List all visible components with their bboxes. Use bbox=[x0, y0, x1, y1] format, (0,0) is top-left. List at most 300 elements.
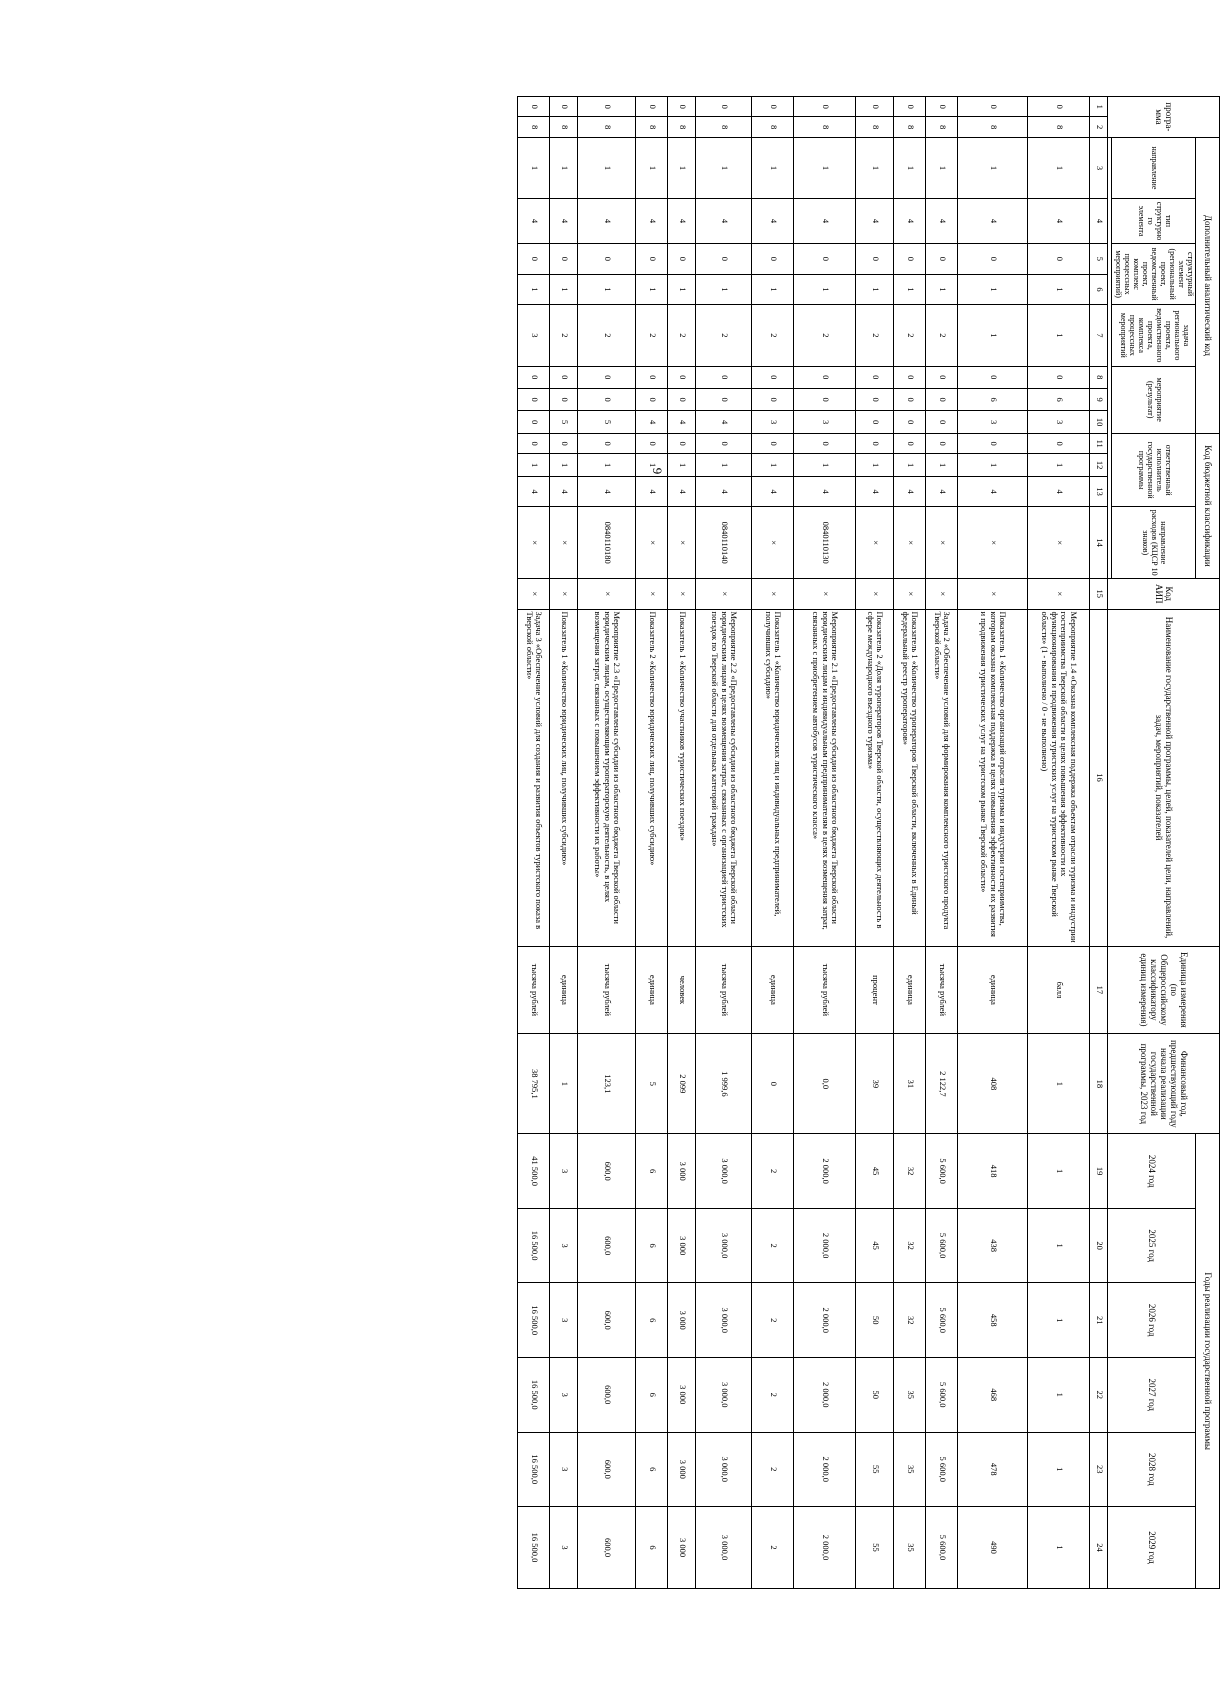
code-cell: 0 bbox=[696, 366, 752, 388]
year-value-cell: 3 000 bbox=[668, 1507, 696, 1589]
code-cell: × bbox=[550, 507, 578, 578]
table-body bbox=[518, 97, 1108, 1589]
code-cell: 3 bbox=[794, 411, 856, 434]
code-cell: 1 bbox=[578, 454, 636, 476]
table-row bbox=[550, 97, 578, 1589]
code-cell: 0 bbox=[696, 244, 752, 275]
year-value-cell: 3 bbox=[550, 1357, 578, 1432]
table-row bbox=[696, 97, 752, 1589]
code-cell: 0 bbox=[550, 388, 578, 410]
code-cell: 1 bbox=[1028, 454, 1090, 476]
column-numbers-row bbox=[1090, 97, 1108, 1589]
header-year-2025: 2025 год bbox=[1108, 1208, 1196, 1283]
header-aip-code: Код АИП bbox=[1108, 578, 1220, 609]
unit-cell: единица bbox=[636, 946, 668, 1034]
header-additional-code: Дополнительный аналитический код bbox=[1196, 137, 1220, 433]
year-value-cell: 35 bbox=[894, 1357, 926, 1432]
code-cell: 0 bbox=[668, 97, 696, 117]
column-number: 5 bbox=[1090, 244, 1108, 275]
year-value-cell: 2 bbox=[752, 1134, 794, 1209]
year-value-cell: 35 bbox=[894, 1432, 926, 1507]
year-value-cell: 1 bbox=[1028, 1134, 1090, 1209]
base-year-cell: 2 122,7 bbox=[926, 1034, 958, 1134]
code-cell: × bbox=[518, 578, 550, 609]
column-number: 9 bbox=[1090, 388, 1108, 410]
code-cell: 8 bbox=[894, 117, 926, 137]
table-row bbox=[856, 97, 894, 1589]
code-cell: 1 bbox=[926, 454, 958, 476]
row-name-cell: Мероприятие 2.3 «Предоставлены субсидии из областного бюджета Тверской области юридическим лицам, осуществляющим туроператорскую деятельность, в целях возмещения затрат, связанных с повышением эффективности их работы» bbox=[578, 609, 636, 946]
code-cell: 4 bbox=[518, 476, 550, 507]
year-value-cell: 2 bbox=[752, 1283, 794, 1358]
table-row bbox=[752, 97, 794, 1589]
code-cell: × bbox=[958, 507, 1028, 578]
code-cell: 0 bbox=[578, 433, 636, 453]
year-value-cell: 16 500,0 bbox=[518, 1283, 550, 1358]
year-value-cell: 1 bbox=[1028, 1432, 1090, 1507]
code-cell: 0 bbox=[794, 244, 856, 275]
unit-cell: единица bbox=[550, 946, 578, 1034]
code-cell: 1 bbox=[518, 137, 550, 198]
code-cell: 0 bbox=[518, 244, 550, 275]
row-name-cell: Мероприятие 2.2 «Предоставлены субсидии из областного бюджета Тверской области юридическим лицам в целях возмещения затрат, связанных с организацией туристских поездок по Тверской области для отдельных категорий граждан» bbox=[696, 609, 752, 946]
header-program: програ-мма bbox=[1153, 102, 1174, 132]
year-value-cell: 3 000,0 bbox=[696, 1507, 752, 1589]
code-cell: × bbox=[752, 578, 794, 609]
year-value-cell: 490 bbox=[958, 1507, 1028, 1589]
column-number: 1 bbox=[1090, 97, 1108, 117]
code-cell: 0 bbox=[1028, 244, 1090, 275]
year-value-cell: 2 000,0 bbox=[794, 1507, 856, 1589]
header-struct-element: структурный элемент (региональный проект, ведомственный проект, комплекс процессных мероприятий) bbox=[1112, 244, 1196, 305]
code-cell: 0 bbox=[926, 97, 958, 117]
header-executor: ответственный исполнитель государственной программы bbox=[1112, 433, 1196, 506]
code-cell: 5 bbox=[578, 411, 636, 434]
code-cell: 1 bbox=[926, 274, 958, 305]
code-cell: 2 bbox=[794, 305, 856, 366]
year-value-cell: 45 bbox=[856, 1134, 894, 1209]
code-cell: × bbox=[752, 507, 794, 578]
base-year-cell: 1 bbox=[1028, 1034, 1090, 1134]
code-cell: 0 bbox=[856, 244, 894, 275]
year-value-cell: 5 600,0 bbox=[926, 1134, 958, 1209]
year-value-cell: 41 500,0 bbox=[518, 1134, 550, 1209]
column-number: 2 bbox=[1090, 117, 1108, 137]
code-cell: 2 bbox=[550, 305, 578, 366]
code-cell: 0 bbox=[550, 433, 578, 453]
code-cell: 0 bbox=[856, 366, 894, 388]
year-value-cell: 5 600,0 bbox=[926, 1208, 958, 1283]
code-cell: 4 bbox=[926, 199, 958, 244]
rotated-table-page bbox=[170, 96, 1220, 1589]
code-cell: 2 bbox=[668, 305, 696, 366]
year-value-cell: 32 bbox=[894, 1134, 926, 1209]
year-value-cell: 55 bbox=[856, 1507, 894, 1589]
row-name-cell: Показатель 1 «Количество юридических лиц, получивших субсидию» bbox=[550, 609, 578, 946]
code-cell: 8 bbox=[578, 117, 636, 137]
code-cell: 4 bbox=[1028, 476, 1090, 507]
code-cell: 0 bbox=[550, 244, 578, 275]
year-value-cell: 468 bbox=[958, 1357, 1028, 1432]
header-years-group: Годы реализации государственной программы bbox=[1196, 1134, 1220, 1589]
code-cell: 4 bbox=[856, 476, 894, 507]
code-cell: 0 bbox=[518, 433, 550, 453]
column-number: 4 bbox=[1090, 199, 1108, 244]
code-cell: 1 bbox=[518, 454, 550, 476]
code-cell: 6 bbox=[1028, 388, 1090, 410]
year-value-cell: 3 000 bbox=[668, 1432, 696, 1507]
code-cell: × bbox=[856, 578, 894, 609]
column-number: 13 bbox=[1090, 476, 1108, 507]
row-name-cell: Показатель 1 «Количество юридических лиц и индивидуальных предпринимателей, получивших субсидию» bbox=[752, 609, 794, 946]
header-expense-direction: направление расходов (КЦСР 10 знаков) bbox=[1112, 507, 1196, 578]
code-cell: 3 bbox=[752, 411, 794, 434]
year-value-cell: 2 000,0 bbox=[794, 1134, 856, 1209]
year-value-cell: 600,0 bbox=[578, 1283, 636, 1358]
code-cell: 0 bbox=[856, 97, 894, 117]
code-cell: × bbox=[1028, 578, 1090, 609]
code-cell: 0 bbox=[856, 388, 894, 410]
year-value-cell: 3 000,0 bbox=[696, 1357, 752, 1432]
code-cell: × bbox=[926, 507, 958, 578]
year-value-cell: 3 000 bbox=[668, 1357, 696, 1432]
code-cell: 0 bbox=[926, 433, 958, 453]
column-number: 22 bbox=[1090, 1357, 1108, 1432]
column-number: 23 bbox=[1090, 1432, 1108, 1507]
code-cell: × bbox=[668, 578, 696, 609]
year-value-cell: 3 000 bbox=[668, 1283, 696, 1358]
table-row bbox=[668, 97, 696, 1589]
header-year-2024: 2024 год bbox=[1108, 1134, 1196, 1209]
code-cell: 1 bbox=[894, 454, 926, 476]
year-value-cell: 32 bbox=[894, 1283, 926, 1358]
year-value-cell: 438 bbox=[958, 1208, 1028, 1283]
header-struct-type: тип структурного элемента bbox=[1112, 199, 1196, 244]
column-number: 7 bbox=[1090, 305, 1108, 366]
code-cell: 1 bbox=[550, 274, 578, 305]
code-cell: 2 bbox=[636, 305, 668, 366]
column-number: 8 bbox=[1090, 366, 1108, 388]
base-year-cell: 1 bbox=[550, 1034, 578, 1134]
base-year-cell: 2 099 bbox=[668, 1034, 696, 1134]
table-row bbox=[926, 97, 958, 1589]
column-number: 16 bbox=[1090, 609, 1108, 946]
year-value-cell: 3 bbox=[550, 1208, 578, 1283]
year-value-cell: 16 500,0 bbox=[518, 1432, 550, 1507]
code-cell: 1 bbox=[1028, 137, 1090, 198]
code-cell: 8 bbox=[518, 117, 550, 137]
code-cell: 1 bbox=[696, 137, 752, 198]
year-value-cell: 600,0 bbox=[578, 1507, 636, 1589]
code-cell: 0 bbox=[518, 388, 550, 410]
table-row bbox=[958, 97, 1028, 1589]
year-value-cell: 1 bbox=[1028, 1357, 1090, 1432]
code-cell: 3 bbox=[958, 411, 1028, 434]
code-cell: 0 bbox=[958, 366, 1028, 388]
code-cell: 4 bbox=[668, 199, 696, 244]
base-year-cell: 0 bbox=[752, 1034, 794, 1134]
column-number: 21 bbox=[1090, 1283, 1108, 1358]
year-value-cell: 32 bbox=[894, 1208, 926, 1283]
year-value-cell: 6 bbox=[636, 1507, 668, 1589]
year-value-cell: 6 bbox=[636, 1134, 668, 1209]
header-unit: Единица измерения (по Общероссийскому классификатору единиц измерения) bbox=[1108, 946, 1220, 1034]
code-cell: 1 bbox=[636, 274, 668, 305]
code-cell: 0 bbox=[752, 388, 794, 410]
year-value-cell: 5 600,0 bbox=[926, 1507, 958, 1589]
year-value-cell: 6 bbox=[636, 1357, 668, 1432]
code-cell: 4 bbox=[550, 476, 578, 507]
code-cell: × bbox=[894, 507, 926, 578]
header-name: Наименование государственной программы, целей, показателей цели, направлений, задач, мероприятий, показателей bbox=[1108, 609, 1220, 946]
year-value-cell: 3 000 bbox=[668, 1208, 696, 1283]
code-cell: 0 bbox=[578, 244, 636, 275]
code-cell: 0 bbox=[636, 388, 668, 410]
base-year-cell: 39 bbox=[856, 1034, 894, 1134]
code-cell: 0 bbox=[926, 366, 958, 388]
code-cell: 1 bbox=[856, 454, 894, 476]
code-cell: × bbox=[794, 578, 856, 609]
table-row bbox=[794, 97, 856, 1589]
base-year-cell: 31 bbox=[894, 1034, 926, 1134]
table-row bbox=[578, 97, 636, 1589]
base-year-cell: 5 bbox=[636, 1034, 668, 1134]
code-cell: 4 bbox=[958, 476, 1028, 507]
code-cell: 0 bbox=[894, 244, 926, 275]
code-cell: 4 bbox=[1028, 199, 1090, 244]
unit-cell: тысяча рублей bbox=[578, 946, 636, 1034]
unit-cell: единица bbox=[752, 946, 794, 1034]
code-cell: 8 bbox=[794, 117, 856, 137]
code-cell: 4 bbox=[550, 199, 578, 244]
code-cell: 4 bbox=[636, 476, 668, 507]
row-name-cell: Задача 2 «Обеспечение условий для формирования комплексного туристского продукта Тверской области» bbox=[926, 609, 958, 946]
year-value-cell: 2 000,0 bbox=[794, 1283, 856, 1358]
code-cell: 0 bbox=[578, 366, 636, 388]
header-spacer bbox=[1108, 137, 1112, 578]
code-cell: 0 bbox=[926, 244, 958, 275]
code-cell: 0 bbox=[894, 388, 926, 410]
row-name-cell: Показатель 1 «Количество туроператоров Тверской области, включенных в Единый федеральный реестр туроператоров» bbox=[894, 609, 926, 946]
code-cell: × bbox=[550, 578, 578, 609]
code-cell: 0 bbox=[518, 97, 550, 117]
header-program-and-direction-group bbox=[1108, 97, 1220, 138]
row-name-cell: Мероприятие 1.4 «Оказана комплексная поддержка объектам отрасли туризма и индустрии гостеприимства Тверской области в целях повышения эффективности их функционирования и продвижения туристских услуг на туристском рынке Тверской области» (1 - выполнено / 0 - не выполнено) bbox=[1028, 609, 1090, 946]
code-cell: 0 bbox=[636, 433, 668, 453]
code-cell: 1 bbox=[958, 454, 1028, 476]
code-cell: 0840110180 bbox=[578, 507, 636, 578]
code-cell: 0 bbox=[752, 433, 794, 453]
code-cell: 0840110130 bbox=[794, 507, 856, 578]
column-number: 11 bbox=[1090, 433, 1108, 453]
code-cell: 2 bbox=[894, 305, 926, 366]
code-cell: 0 bbox=[794, 433, 856, 453]
code-cell: 1 bbox=[668, 454, 696, 476]
year-value-cell: 418 bbox=[958, 1134, 1028, 1209]
base-year-cell: 0,0 bbox=[794, 1034, 856, 1134]
code-cell: 4 bbox=[752, 476, 794, 507]
unit-cell: тысяча рублей bbox=[696, 946, 752, 1034]
row-name-cell: Показатель 1 «Количество организаций отрасли туризма и индустрии гостеприимства, которым оказана комплексная поддержка в целях повышения эффективности их развития и продвижения туристических услуг на туристском рынке Тверской области» bbox=[958, 609, 1028, 946]
code-cell: 4 bbox=[578, 199, 636, 244]
code-cell: 1 bbox=[752, 137, 794, 198]
code-cell: 2 bbox=[752, 305, 794, 366]
page-number: 6 bbox=[649, 467, 665, 475]
code-cell: 1 bbox=[926, 137, 958, 198]
code-cell: 4 bbox=[668, 411, 696, 434]
year-value-cell: 3 000 bbox=[668, 1134, 696, 1209]
header-year-2026: 2026 год bbox=[1108, 1283, 1196, 1358]
code-cell: 1 bbox=[958, 274, 1028, 305]
code-cell: 0 bbox=[894, 411, 926, 434]
column-number: 18 bbox=[1090, 1034, 1108, 1134]
year-value-cell: 16 500,0 bbox=[518, 1357, 550, 1432]
code-cell: 1 bbox=[578, 274, 636, 305]
code-cell: × bbox=[636, 578, 668, 609]
year-value-cell: 55 bbox=[856, 1432, 894, 1507]
code-cell: × bbox=[696, 578, 752, 609]
year-value-cell: 16 500,0 bbox=[518, 1507, 550, 1589]
year-value-cell: 35 bbox=[894, 1507, 926, 1589]
code-cell: 0 bbox=[752, 366, 794, 388]
code-cell: × bbox=[518, 507, 550, 578]
code-cell: 0 bbox=[794, 97, 856, 117]
code-cell: 1 bbox=[752, 274, 794, 305]
code-cell: 0 bbox=[894, 366, 926, 388]
code-cell: 3 bbox=[518, 305, 550, 366]
year-value-cell: 3 000,0 bbox=[696, 1432, 752, 1507]
year-value-cell: 1 bbox=[1028, 1283, 1090, 1358]
code-cell: 0 bbox=[696, 388, 752, 410]
base-year-cell: 123,1 bbox=[578, 1034, 636, 1134]
code-cell: 4 bbox=[752, 199, 794, 244]
column-number: 20 bbox=[1090, 1208, 1108, 1283]
year-value-cell: 2 000,0 bbox=[794, 1208, 856, 1283]
year-value-cell: 45 bbox=[856, 1208, 894, 1283]
header-year-2029: 2029 год bbox=[1108, 1507, 1196, 1589]
code-cell: 4 bbox=[518, 199, 550, 244]
code-cell: 5 bbox=[550, 411, 578, 434]
code-cell: 0 bbox=[636, 244, 668, 275]
row-name-cell: Показатель 1 «Количество участников туристических поездок» bbox=[668, 609, 696, 946]
code-cell: 1 bbox=[1028, 274, 1090, 305]
year-value-cell: 600,0 bbox=[578, 1432, 636, 1507]
code-cell: 4 bbox=[894, 476, 926, 507]
year-value-cell: 3 bbox=[550, 1432, 578, 1507]
program-table bbox=[517, 96, 1220, 1589]
code-cell: 0 bbox=[668, 388, 696, 410]
code-cell: 8 bbox=[926, 117, 958, 137]
code-cell: 0 bbox=[894, 97, 926, 117]
year-value-cell: 6 bbox=[636, 1283, 668, 1358]
header-base-year: Финансовый год, предшествующий году начала реализации государственной программы, 2023 год bbox=[1108, 1034, 1220, 1134]
column-number: 15 bbox=[1090, 578, 1108, 609]
column-number: 10 bbox=[1090, 411, 1108, 434]
code-cell: 1 bbox=[958, 137, 1028, 198]
unit-cell: тысяча рублей bbox=[518, 946, 550, 1034]
year-value-cell: 600,0 bbox=[578, 1208, 636, 1283]
code-cell: 0 bbox=[856, 433, 894, 453]
year-value-cell: 2 bbox=[752, 1432, 794, 1507]
header-year-2028: 2028 год bbox=[1108, 1432, 1196, 1507]
code-cell: 0 bbox=[1028, 366, 1090, 388]
code-cell: 4 bbox=[696, 476, 752, 507]
code-cell: 1 bbox=[894, 137, 926, 198]
year-value-cell: 2 000,0 bbox=[794, 1357, 856, 1432]
unit-cell: тысяча рублей bbox=[926, 946, 958, 1034]
year-value-cell: 5 600,0 bbox=[926, 1357, 958, 1432]
code-cell: 8 bbox=[550, 117, 578, 137]
code-cell: 0 bbox=[518, 366, 550, 388]
year-value-cell: 3 bbox=[550, 1507, 578, 1589]
row-name-cell: Показатель 2 «Доля туроператоров Тверской области, осуществляющих деятельность в сфере международного въездного туризма» bbox=[856, 609, 894, 946]
year-value-cell: 3 bbox=[550, 1283, 578, 1358]
code-cell: 4 bbox=[894, 199, 926, 244]
year-value-cell: 16 500,0 bbox=[518, 1208, 550, 1283]
unit-cell: человек bbox=[668, 946, 696, 1034]
year-value-cell: 1 bbox=[1028, 1208, 1090, 1283]
code-cell: 0 bbox=[578, 388, 636, 410]
code-cell: 0 bbox=[752, 244, 794, 275]
table-row bbox=[636, 97, 668, 1589]
code-cell: × bbox=[894, 578, 926, 609]
year-value-cell: 2 bbox=[752, 1357, 794, 1432]
code-cell: 4 bbox=[696, 199, 752, 244]
year-value-cell: 5 600,0 bbox=[926, 1283, 958, 1358]
year-value-cell: 3 000,0 bbox=[696, 1134, 752, 1209]
code-cell: 1 bbox=[856, 274, 894, 305]
year-value-cell: 6 bbox=[636, 1432, 668, 1507]
column-number: 24 bbox=[1090, 1507, 1108, 1589]
code-cell: 0 bbox=[752, 97, 794, 117]
code-cell: 0 bbox=[550, 97, 578, 117]
code-cell: 1 bbox=[696, 454, 752, 476]
code-cell: 0 bbox=[856, 411, 894, 434]
code-cell: 1 bbox=[578, 137, 636, 198]
code-cell: 1 bbox=[794, 274, 856, 305]
code-cell: 1 bbox=[636, 137, 668, 198]
code-cell: 4 bbox=[668, 476, 696, 507]
code-cell: 0 bbox=[958, 97, 1028, 117]
code-cell: 0 bbox=[958, 244, 1028, 275]
year-value-cell: 600,0 bbox=[578, 1357, 636, 1432]
code-cell: 1 bbox=[752, 454, 794, 476]
code-cell: 4 bbox=[636, 199, 668, 244]
header-task: задача регионального проекта, ведомственного проекта, комплекса процессных мероприятий bbox=[1112, 305, 1196, 366]
code-cell: 0 bbox=[1028, 433, 1090, 453]
year-value-cell: 3 bbox=[550, 1134, 578, 1209]
code-cell: 8 bbox=[1028, 117, 1090, 137]
year-value-cell: 50 bbox=[856, 1357, 894, 1432]
base-year-cell: 408 bbox=[958, 1034, 1028, 1134]
code-cell: 4 bbox=[578, 476, 636, 507]
unit-cell: процент bbox=[856, 946, 894, 1034]
year-value-cell: 2 bbox=[752, 1507, 794, 1589]
year-value-cell: 5 600,0 bbox=[926, 1432, 958, 1507]
code-cell: × bbox=[578, 578, 636, 609]
code-cell: 0 bbox=[578, 97, 636, 117]
year-value-cell: 458 bbox=[958, 1283, 1028, 1358]
code-cell: 0 bbox=[1028, 97, 1090, 117]
code-cell: 1 bbox=[550, 137, 578, 198]
code-cell: 0 bbox=[894, 433, 926, 453]
code-cell: 0 bbox=[668, 366, 696, 388]
code-cell: 0 bbox=[636, 97, 668, 117]
unit-cell: тысяча рублей bbox=[794, 946, 856, 1034]
code-cell: × bbox=[958, 578, 1028, 609]
code-cell: 0 bbox=[636, 366, 668, 388]
code-cell: 0 bbox=[668, 433, 696, 453]
